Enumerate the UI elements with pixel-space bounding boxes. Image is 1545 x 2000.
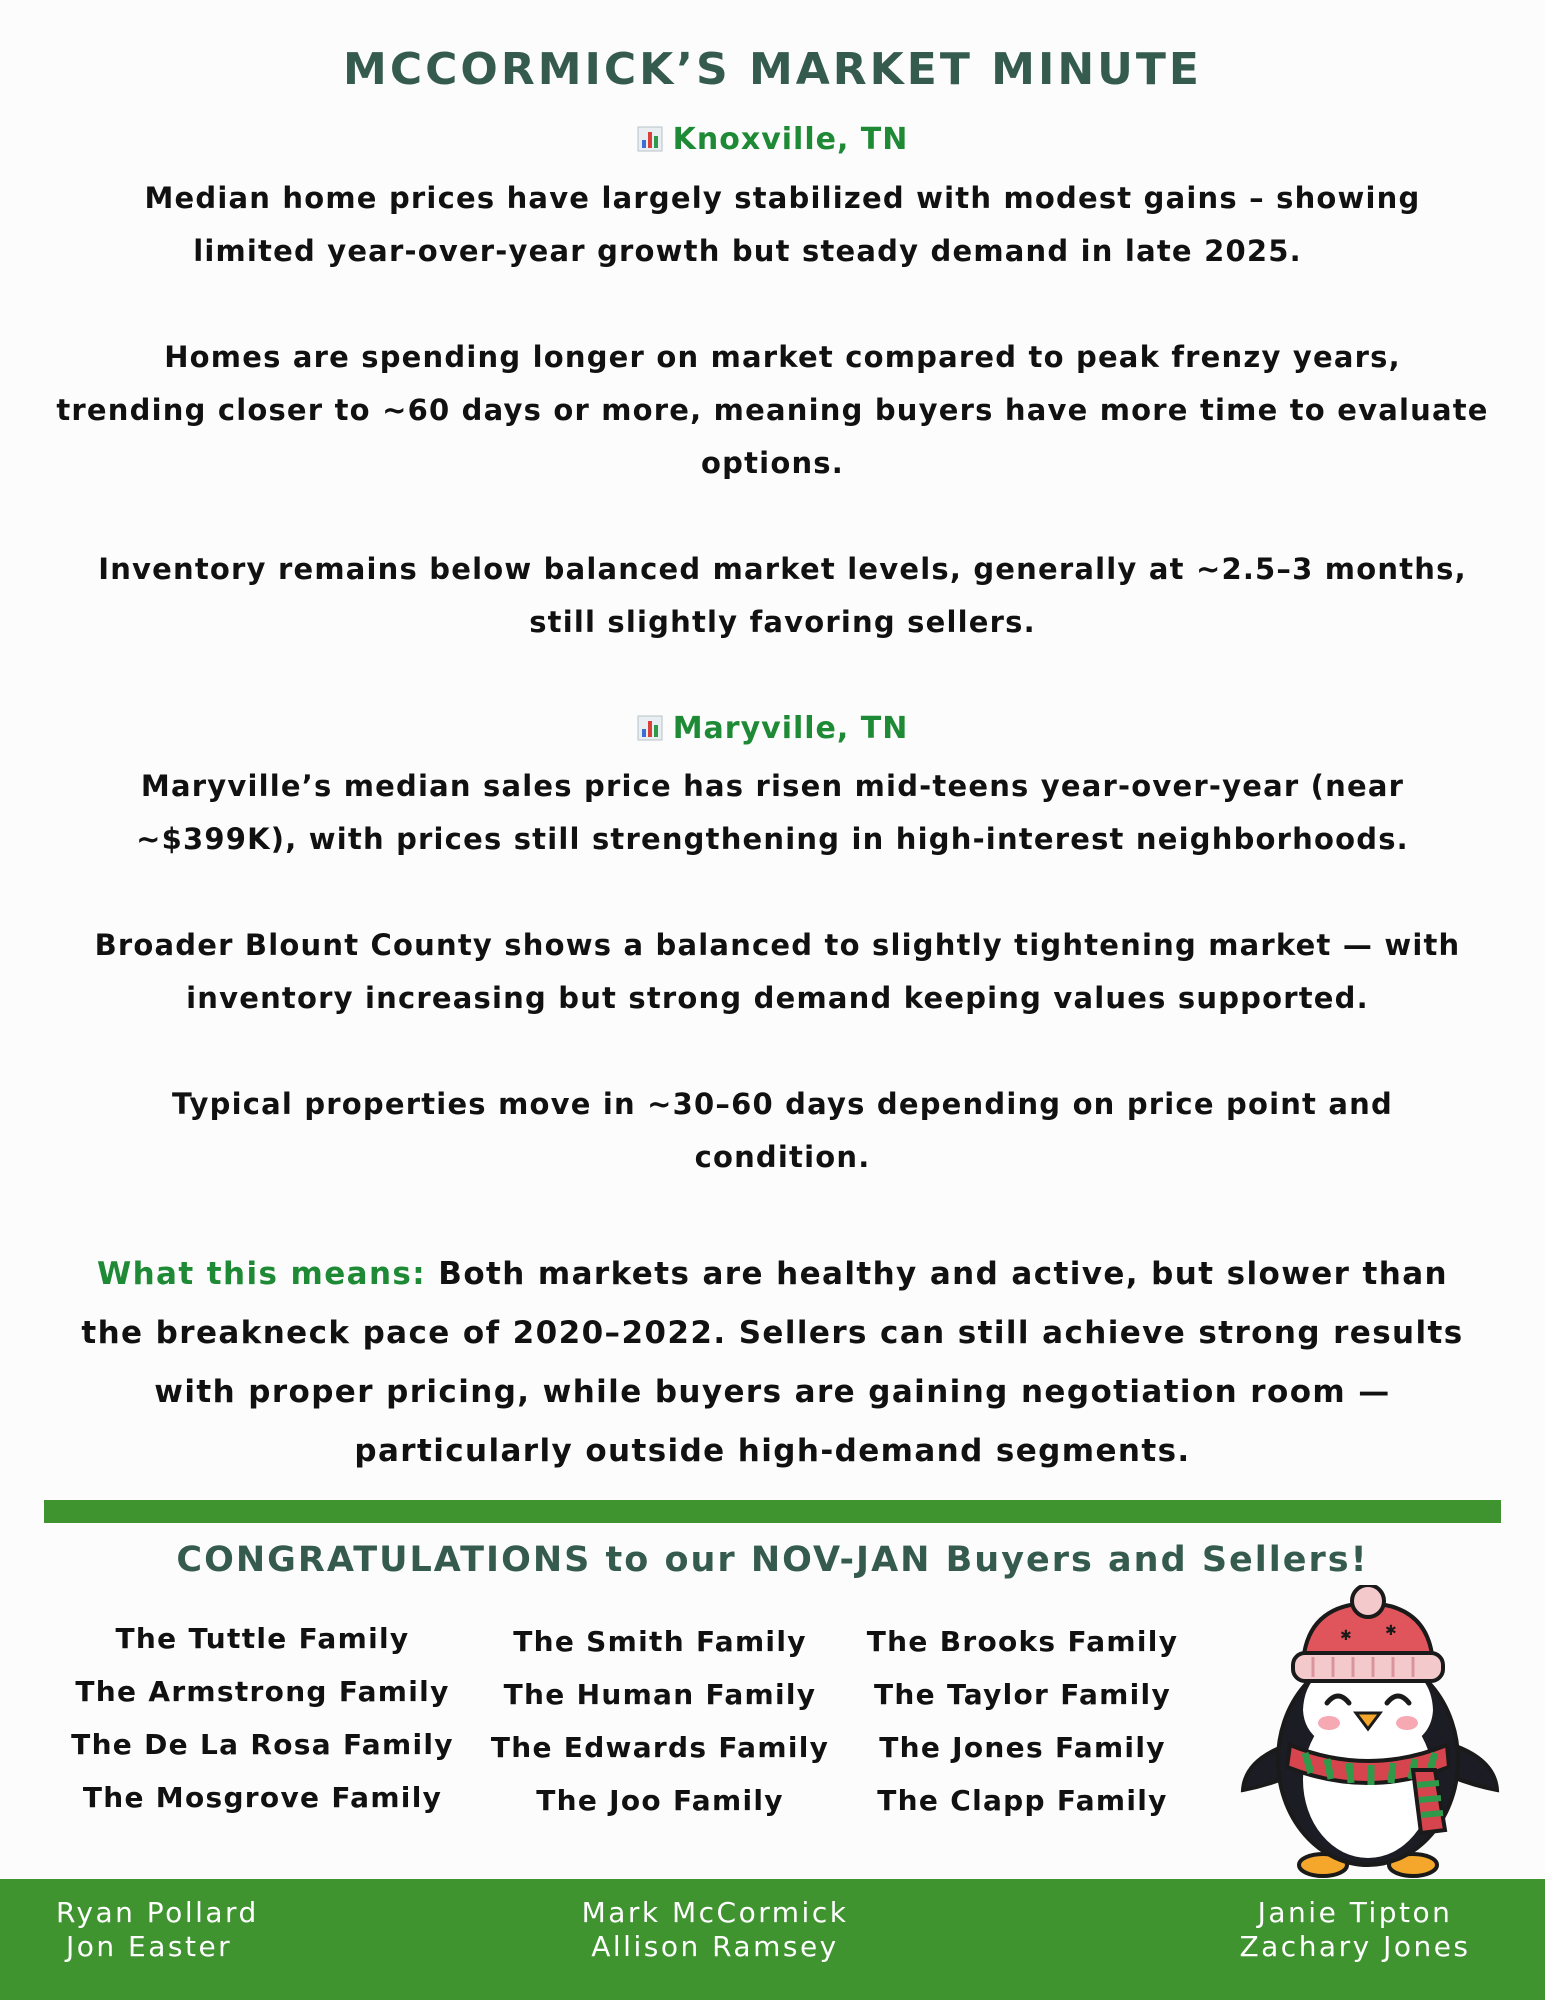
family-name: The Armstrong Family bbox=[75, 1675, 450, 1708]
agent-name: Jon Easter bbox=[66, 1930, 233, 1963]
summary-label: What this means: bbox=[96, 1256, 427, 1292]
text-line: particularly outside high-demand segments. bbox=[354, 1433, 1191, 1469]
bar-chart-icon bbox=[637, 126, 663, 152]
agent-name: Janie Tipton bbox=[1257, 1896, 1453, 1929]
summary-paragraph bbox=[40, 1245, 1505, 1481]
agent-name: Allison Ramsey bbox=[591, 1930, 839, 1963]
text-line: trending closer to ~60 days or more, meaning buyers have more time to evaluate bbox=[56, 393, 1489, 427]
svg-text:✱: ✱ bbox=[1340, 1628, 1352, 1644]
family-name: The Edwards Family bbox=[490, 1731, 830, 1764]
bar-chart-icon bbox=[637, 715, 663, 741]
knoxville-heading-text: Knoxville, TN bbox=[672, 122, 909, 157]
family-column-3 bbox=[855, 1615, 1190, 1827]
maryville-heading bbox=[0, 711, 1545, 746]
text-line: Homes are spending longer on market compared to peak frenzy years, bbox=[164, 340, 1401, 374]
family-name: The Taylor Family bbox=[873, 1678, 1172, 1711]
family-name: The De La Rosa Family bbox=[71, 1728, 454, 1761]
knoxville-paragraph-2 bbox=[0, 331, 1545, 490]
section-divider bbox=[44, 1500, 1501, 1523]
family-name: The Brooks Family bbox=[866, 1625, 1179, 1658]
agent-name: Zachary Jones bbox=[1239, 1930, 1471, 1963]
congratulations-heading: CONGRATULATIONS to our NOV-JAN Buyers and Sellers! bbox=[176, 1540, 1369, 1580]
knoxville-paragraph-3 bbox=[10, 543, 1545, 649]
maryville-paragraph-2 bbox=[5, 919, 1545, 1025]
text-line: Maryville’s median sales price has risen mid-teens year-over-year (near bbox=[140, 769, 1405, 803]
family-name: The Mosgrove Family bbox=[82, 1781, 443, 1814]
svg-text:✱: ✱ bbox=[1385, 1623, 1397, 1639]
summary-text: Both markets are healthy and active, but slower than bbox=[438, 1256, 1449, 1292]
text-line bbox=[40, 1245, 1505, 1304]
family-name: The Jones Family bbox=[879, 1731, 1166, 1764]
agents-left bbox=[56, 1896, 259, 1964]
agent-name: Ryan Pollard bbox=[56, 1896, 259, 1929]
newsletter-title: MCCORMICK’S MARKET MINUTE bbox=[343, 44, 1202, 95]
family-name: The Joo Family bbox=[536, 1784, 784, 1817]
text-line: limited year-over-year growth but steady demand in late 2025. bbox=[193, 234, 1302, 268]
maryville-heading-text: Maryville, TN bbox=[672, 711, 909, 746]
text-line: Median home prices have largely stabilized with modest gains – showing bbox=[144, 181, 1421, 215]
text-line: Broader Blount County shows a balanced to slightly tightening market — with bbox=[94, 928, 1461, 962]
agents-middle bbox=[520, 1896, 910, 1964]
maryville-paragraph-1 bbox=[0, 760, 1545, 866]
knoxville-paragraph-1 bbox=[10, 172, 1545, 278]
text-line: the breakneck pace of 2020–2022. Sellers can still achieve strong results bbox=[81, 1315, 1464, 1351]
text-line: ~$399K), with prices still strengthening in high-interest neighborhoods. bbox=[136, 822, 1409, 856]
text-line: still slightly favoring sellers. bbox=[529, 605, 1036, 639]
family-name: The Smith Family bbox=[513, 1625, 807, 1658]
penguin-illustration bbox=[1235, 1585, 1505, 1885]
text-line: inventory increasing but strong demand keeping values supported. bbox=[186, 981, 1369, 1015]
agent-name: Mark McCormick bbox=[581, 1896, 849, 1929]
knoxville-heading bbox=[0, 122, 1545, 157]
text-line: with proper pricing, while buyers are gaining negotiation room — bbox=[154, 1374, 1391, 1410]
family-name: The Clapp Family bbox=[877, 1784, 1168, 1817]
text-line: options. bbox=[701, 446, 844, 480]
maryville-paragraph-3 bbox=[10, 1078, 1545, 1184]
family-name: The Tuttle Family bbox=[115, 1622, 410, 1655]
text-line: Typical properties move in ~30–60 days depending on price point and bbox=[171, 1087, 1393, 1121]
family-column-1 bbox=[60, 1612, 465, 1824]
family-column-2 bbox=[470, 1615, 850, 1827]
text-line: Inventory remains below balanced market levels, generally at ~2.5–3 months, bbox=[98, 552, 1467, 586]
family-name: The Human Family bbox=[503, 1678, 817, 1711]
agents-right bbox=[1190, 1896, 1520, 1964]
text-line: condition. bbox=[694, 1140, 871, 1174]
